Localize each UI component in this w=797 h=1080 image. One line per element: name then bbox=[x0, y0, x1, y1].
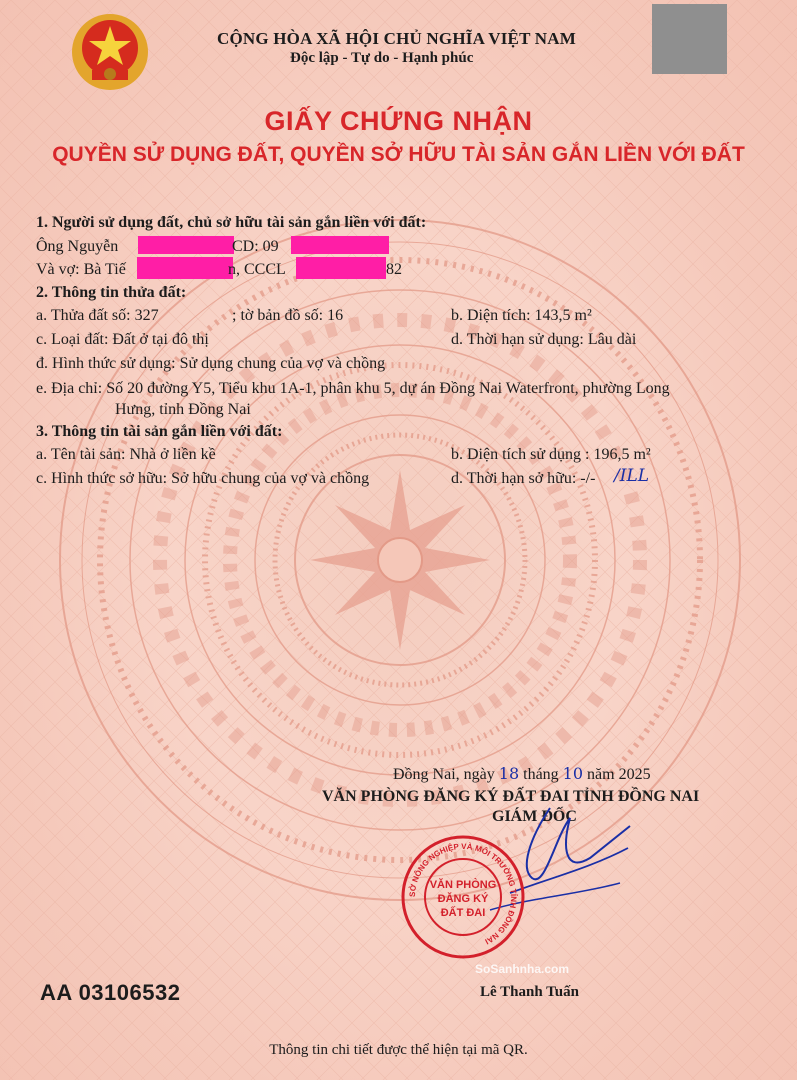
redaction-block bbox=[138, 236, 234, 254]
ownership-term: d. Thời hạn sở hữu: -/- bbox=[451, 470, 596, 487]
issue-month-label: tháng bbox=[519, 766, 563, 783]
stamp-line-3: ĐẤT ĐAI bbox=[440, 907, 486, 919]
address-line-2: Hưng, tỉnh Đồng Nai bbox=[115, 401, 251, 418]
usable-area: b. Diện tích sử dụng : 196,5 m² bbox=[451, 446, 651, 463]
owner-name-start: Ông Nguyễn bbox=[36, 238, 119, 255]
owner-id-start: CD: 09 bbox=[232, 238, 279, 255]
redaction-block bbox=[137, 257, 233, 279]
document-title: GIẤY CHỨNG NHẬN bbox=[264, 106, 533, 136]
redaction-block bbox=[291, 236, 389, 254]
serial-number: AA 03106532 bbox=[40, 980, 181, 1005]
section-2-heading: 2. Thông tin thửa đất: bbox=[36, 284, 187, 301]
qr-footer-note: Thông tin chi tiết được thể hiện tại mã QR. bbox=[269, 1042, 528, 1058]
signer-name: Lê Thanh Tuấn bbox=[480, 984, 579, 1000]
spouse-id-start: n, CCCL bbox=[228, 261, 286, 278]
qr-code-image bbox=[652, 4, 727, 74]
signer-position: GIÁM ĐỐC bbox=[492, 808, 577, 825]
asset-name: a. Tên tài sản: Nhà ở liền kề bbox=[36, 446, 216, 463]
national-emblem-icon bbox=[70, 12, 150, 92]
parcel-number: a. Thửa đất số: 327 bbox=[36, 307, 159, 324]
issue-day: 18 bbox=[498, 764, 520, 783]
official-stamp bbox=[398, 832, 528, 962]
ownership-form: c. Hình thức sở hữu: Sở hữu chung của vợ và chồng bbox=[36, 470, 370, 487]
usage-form: đ. Hình thức sử dụng: Sử dụng chung của vợ và chồng bbox=[36, 355, 386, 372]
website-watermark: SoSanhnha.com bbox=[475, 962, 570, 976]
stamp-line-1: VĂN PHÒNG bbox=[429, 879, 497, 891]
issue-month: 10 bbox=[562, 764, 584, 783]
land-area: b. Diện tích: 143,5 m² bbox=[451, 307, 592, 324]
national-motto: Độc lập - Tự do - Hạnh phúc bbox=[290, 50, 474, 66]
ownership-term-handwritten: /ILL bbox=[614, 466, 650, 486]
map-sheet-number: ; tờ bản đồ số: 16 bbox=[232, 307, 344, 324]
redaction-block bbox=[296, 257, 386, 279]
issue-place-label: Đồng Nai, ngày bbox=[393, 766, 499, 783]
land-type: c. Loại đất: Đất ở tại đô thị bbox=[36, 331, 209, 348]
document-subtitle: QUYỀN SỬ DỤNG ĐẤT, QUYỀN SỞ HỮU TÀI SẢN GẮN LIỀN VỚI ĐẤT bbox=[52, 143, 745, 166]
spouse-id-end: 82 bbox=[386, 261, 402, 278]
stamp-line-2: ĐĂNG KÝ bbox=[437, 893, 489, 905]
section-3-heading: 3. Thông tin tài sản gắn liền với đất: bbox=[36, 423, 283, 440]
usage-term: d. Thời hạn sử dụng: Lâu dài bbox=[451, 331, 637, 348]
section-1-heading: 1. Người sử dụng đất, chủ sở hữu tài sản gắn liền với đất: bbox=[36, 214, 427, 231]
stamp-ring-text: SỞ NÔNG NGHIỆP VÀ MÔI TRƯỜNG TỈNH ĐỒNG NAI bbox=[407, 841, 519, 947]
issue-date bbox=[393, 764, 651, 784]
address-line-1: e. Địa chỉ: Số 20 đường Y5, Tiểu khu 1A-1, phân khu 5, dự án Đồng Nai Waterfront, phường Long bbox=[36, 380, 670, 397]
spouse-name-start: Và vợ: Bà Tiế bbox=[36, 261, 126, 278]
issue-year: năm 2025 bbox=[583, 766, 651, 783]
country-name: CỘNG HÒA XÃ HỘI CHỦ NGHĨA VIỆT NAM bbox=[217, 29, 576, 48]
issuing-office: VĂN PHÒNG ĐĂNG KÝ ĐẤT ĐAI TỈNH ĐỒNG NAI bbox=[322, 788, 700, 805]
